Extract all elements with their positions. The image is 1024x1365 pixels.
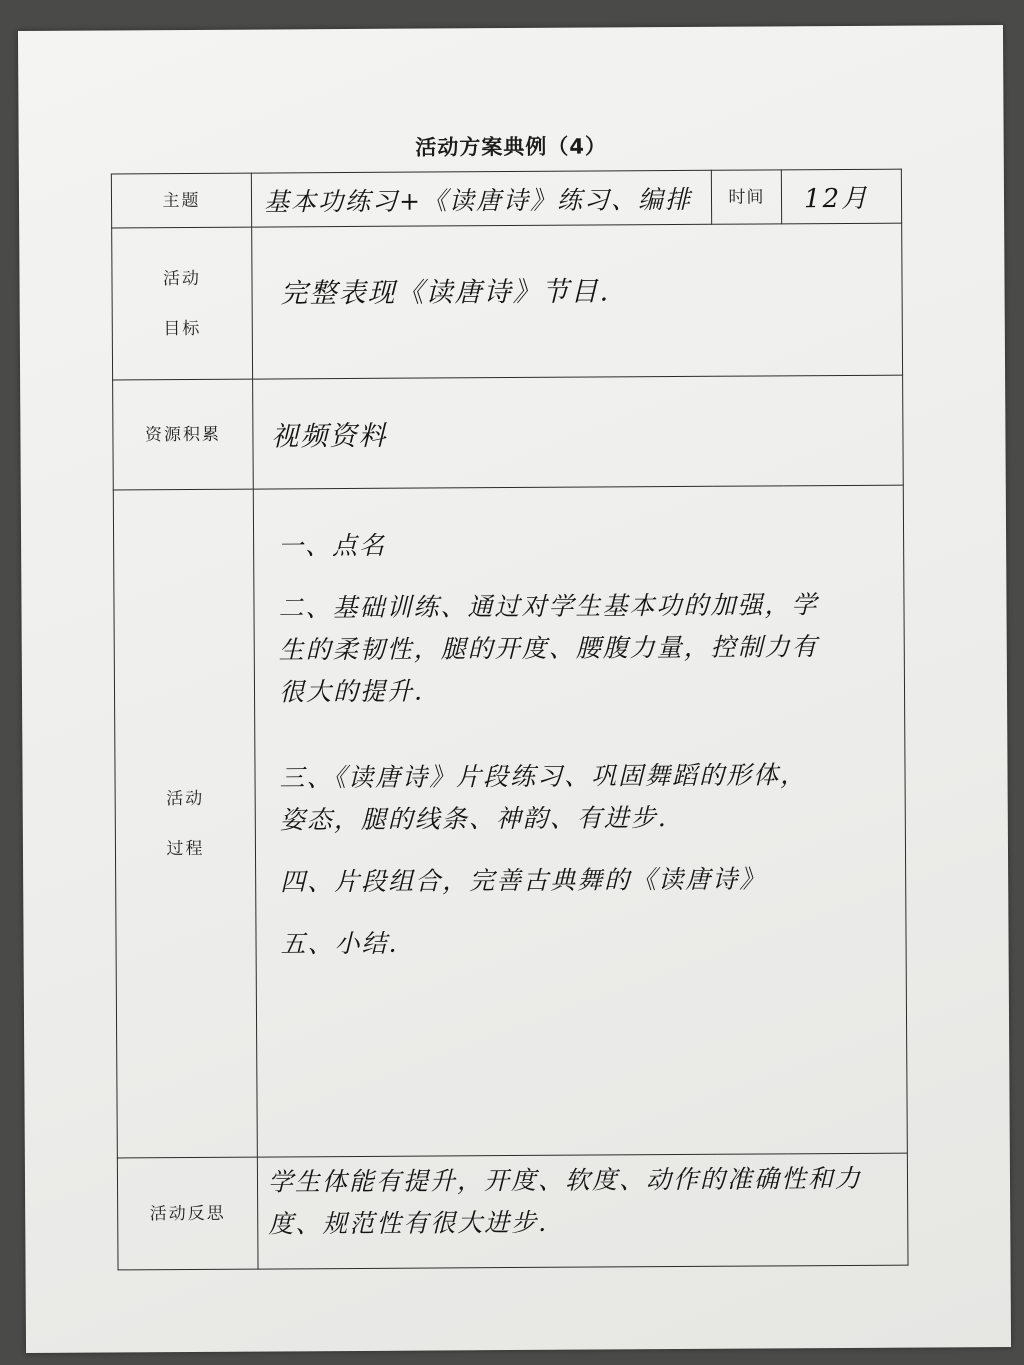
- process-value: [253, 485, 907, 1157]
- row-process: [113, 485, 907, 1158]
- row-goal: [112, 223, 903, 380]
- row-theme: [111, 169, 901, 228]
- process-line: 四、片段组合，完善古典舞的《读唐诗》: [280, 864, 767, 897]
- process-label: [113, 489, 257, 1158]
- reflection-label: 活动反思: [117, 1157, 258, 1270]
- theme-value: 基本功练习+《读唐诗》练习、编排: [251, 170, 711, 227]
- process-label-line1: 活动: [166, 788, 205, 809]
- process-line: 很大的提升.: [278, 676, 425, 707]
- time-value: 12月: [781, 169, 901, 224]
- goal-value: 完整表现《读唐诗》节目.: [252, 223, 903, 379]
- process-line: 五、小结.: [280, 928, 399, 959]
- reflection-line: 学生体能有提升，开度、软度、动作的准确性和力: [267, 1163, 863, 1197]
- process-label-line2: 过程: [166, 838, 205, 859]
- resources-label: 资源积累: [113, 379, 254, 490]
- process-line: 生的柔韧性，腿的开度、腰腹力量，控制力有: [278, 632, 819, 665]
- plan-table: [111, 169, 909, 1271]
- reflection-line: 度、规范性有很大进步.: [268, 1207, 549, 1239]
- row-reflection: [117, 1153, 908, 1270]
- reflection-value: [257, 1153, 908, 1269]
- goal-label-line2: 目标: [163, 318, 202, 339]
- goal-label: [112, 227, 253, 380]
- process-line: 二、基础训练、通过对学生基本功的加强，学: [278, 590, 819, 623]
- time-label: 时间: [711, 170, 781, 224]
- page-title: 活动方案典例（4）: [415, 134, 608, 160]
- theme-label: 主题: [111, 173, 251, 228]
- goal-label-line1: 活动: [162, 268, 202, 289]
- row-resources: [113, 375, 904, 490]
- paper-sheet: [18, 25, 1011, 1353]
- resources-value: 视频资料: [253, 375, 904, 489]
- process-line: 姿态，腿的线条、神韵、有进步.: [279, 803, 668, 835]
- process-line: 三、《读唐诗》片段练习、巩固舞蹈的形体，: [279, 760, 808, 793]
- process-line: 一、点名: [278, 530, 387, 561]
